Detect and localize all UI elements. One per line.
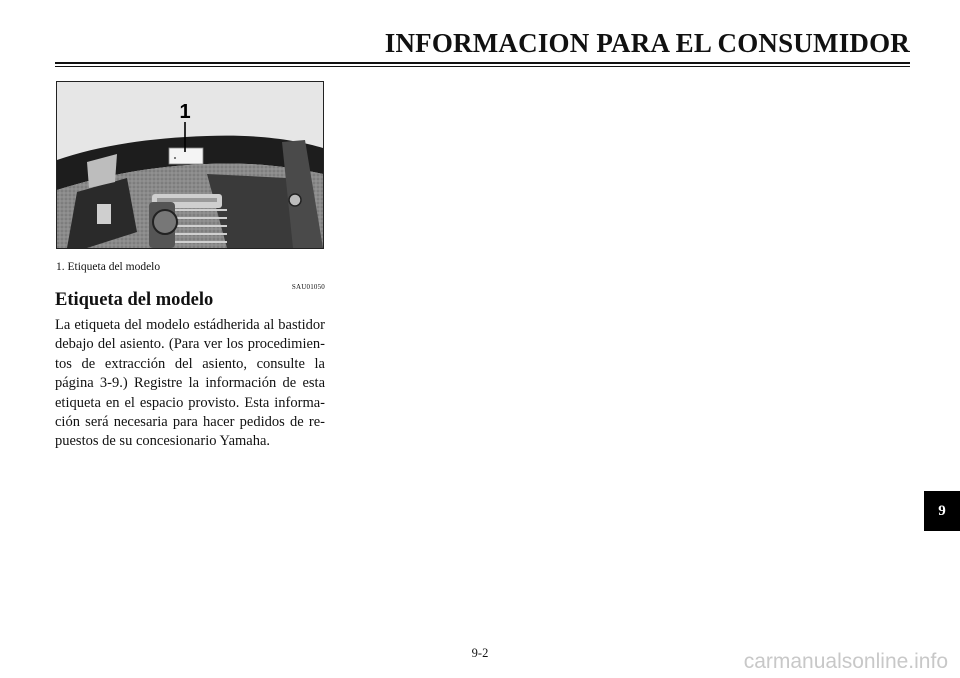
- section-reference-code: SAU01050: [291, 283, 325, 291]
- model-label-sticker: [169, 148, 203, 164]
- model-label-photo: [56, 81, 324, 249]
- section-title: Etiqueta del modelo: [55, 290, 214, 310]
- chapter-tab-marker: 9: [924, 491, 960, 531]
- page-number: 9-2: [471, 646, 489, 660]
- site-watermark: carmanualsonline.info: [743, 650, 948, 673]
- figure-caption: 1. Etiqueta del modelo: [56, 261, 161, 273]
- page-header-title: INFORMACION PARA EL CONSUMIDOR: [384, 28, 910, 58]
- header-rule-thin: [55, 66, 910, 67]
- header-rule-thick: [55, 62, 910, 64]
- motorcycle-frame-illustration: [57, 82, 323, 248]
- section-body-text: La etiqueta del modelo estádherida al bastidor debajo del asiento. (Para ver los procedimien- tos de extracción del asiento, consulte la página 3-9.) Registre la información de esta etiqueta en el espacio provisto. Esta informa- ción será necesaria para hacer pedidos de re- puestos de su concesionario Yamaha.: [55, 317, 325, 450]
- figure-callout-number: 1: [179, 101, 191, 123]
